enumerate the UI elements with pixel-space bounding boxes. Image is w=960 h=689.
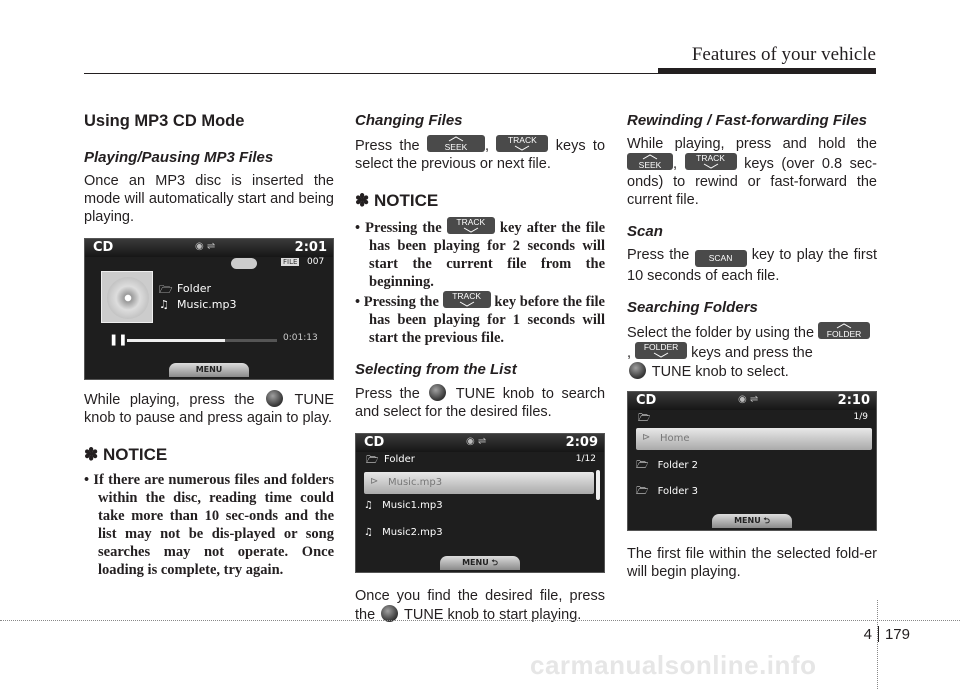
music-note-icon: ♫ [159, 298, 169, 311]
file-list-screen [355, 433, 605, 573]
scan-heading: Scan [627, 223, 663, 240]
final-text: The first file within the selected fold-er will begin playing. [627, 546, 877, 580]
watermark: carmanualsonline.info [530, 650, 817, 680]
pause-instruction: While playing, press the TUNE knob to pause and press again to play. [84, 392, 335, 426]
menu-button[interactable]: MENU ⮌ [440, 556, 520, 570]
screen-clock: 2:10 [837, 393, 870, 408]
rewind-ff-text: While playing, press and hold the SEEK , TRACK keys (over 0.8 sec-onds) to rewind or fast-forward the current file. [627, 136, 877, 208]
music-note-icon: ♫ [364, 527, 373, 538]
scan-text: Press the SCAN key to play the first 10 seconds of each file. [627, 247, 878, 284]
tune-knob-icon [266, 390, 283, 407]
list-item[interactable]: ⊳ Home [636, 428, 872, 450]
folder-icon: 🗁 [366, 455, 379, 466]
notice-heading: ✽ NOTICE [84, 445, 168, 464]
menu-button[interactable]: MENU [169, 363, 249, 377]
playing-pausing-heading: Playing/Pausing MP3 Files [84, 149, 274, 166]
list-item[interactable]: ⊳ Music.mp3 [364, 472, 594, 494]
play-icon: ⊳ [370, 476, 379, 487]
screen-clock: 2:01 [294, 240, 327, 255]
notice-list [355, 217, 605, 347]
list-item[interactable]: 🗁 Folder 2 [636, 460, 699, 471]
folder-icon: 🗁 [636, 460, 649, 471]
changing-files-heading: Changing Files [355, 112, 463, 129]
selecting-list-text: Press the TUNE knob to search and select for the desired files. [355, 386, 606, 420]
folder-icon: 🗁 [159, 283, 173, 296]
screen-mode-label: CD [364, 435, 385, 450]
track-key-icon: TRACK [447, 217, 495, 234]
searching-folders-heading: Searching Folders [627, 299, 758, 316]
notice-list [84, 471, 334, 579]
file-tag: FILE [283, 258, 298, 266]
scrollbar[interactable] [596, 470, 600, 500]
folder-down-key-icon: FOLDER [635, 342, 687, 359]
list-item[interactable]: ♫ Music2.mp3 [364, 527, 443, 538]
start-playing-text: Once you find the desired file, press the TUNE knob to start playing. [355, 588, 605, 623]
screen-clock: 2:09 [565, 435, 598, 450]
list-item: • Pressing the TRACK key after the file has been playing for 2 seconds will start the current file from the beginning. [355, 217, 606, 290]
track-key-icon: TRACK [443, 291, 491, 308]
page-number: 4 179 [863, 626, 910, 643]
header-rule-accent [658, 68, 876, 74]
changing-files-text: Press the SEEK , TRACK keys to select the previous or next file. [355, 135, 606, 172]
column-1 [84, 108, 334, 579]
mp3-badge-icon [231, 258, 257, 269]
list-item[interactable]: 🗁 Folder 3 [636, 486, 699, 497]
tune-knob-icon [429, 384, 446, 401]
cd-disc-icon [107, 277, 149, 319]
selecting-list-heading: Selecting from the List [355, 361, 517, 378]
folder-icon: 🗁 [638, 413, 651, 424]
seek-key-icon: SEEK [627, 153, 673, 170]
mp3-playing-screen [84, 238, 334, 380]
disc-usb-icon: ◉ ⇌ [466, 436, 487, 447]
track-key-icon: TRACK [496, 135, 548, 152]
seek-key-icon: SEEK [427, 135, 485, 152]
track-name: Music.mp3 [177, 298, 237, 311]
progress-bar [127, 339, 277, 342]
album-art [101, 271, 153, 323]
section-title: Using MP3 CD Mode [84, 112, 245, 130]
folder-name: Folder [384, 454, 415, 465]
searching-folders-text: Select the folder by using the FOLDER , FOLDER keys and press the TUNE knob to select. [627, 322, 877, 381]
play-icon: ⊳ [642, 432, 651, 443]
elapsed-time: 0:01:13 [283, 333, 318, 343]
header-title: Features of your vehicle [691, 44, 876, 65]
tune-knob-icon [629, 362, 646, 379]
scan-key-icon: SCAN [695, 250, 747, 267]
column-2 [355, 108, 605, 624]
file-number: 007 [307, 257, 325, 267]
crop-mark [877, 600, 878, 689]
screen-mode-label: CD [93, 240, 114, 255]
folder-name: Folder [177, 282, 211, 295]
list-item: • Pressing the TRACK key before the file has been playing for 1 seconds will start the previous file. [355, 291, 605, 346]
list-item[interactable]: ♫ Music1.mp3 [364, 500, 443, 511]
screen-mode-label: CD [636, 393, 657, 408]
pause-icon: ❚❚ [109, 333, 128, 346]
notice-heading: ✽ NOTICE [355, 191, 439, 210]
folder-icon: 🗁 [636, 486, 649, 497]
list-item: • If there are numerous files and folders within the disc, reading time could take more than 10 sec-onds and the list may not be dis-played or song searches may not operate. Once loading is complete, try again. [84, 472, 334, 578]
list-count: 1/9 [853, 412, 868, 422]
menu-button[interactable]: MENU ⮌ [712, 514, 792, 528]
folder-list-screen [627, 391, 877, 531]
list-count: 1/12 [575, 454, 596, 464]
footer-divider [0, 620, 960, 621]
track-key-icon: TRACK [685, 153, 737, 170]
music-note-icon: ♫ [364, 500, 373, 511]
column-3 [627, 108, 877, 581]
rewind-ff-heading: Rewinding / Fast-forwarding Files [627, 112, 868, 129]
folder-up-key-icon: FOLDER [818, 322, 870, 339]
disc-usb-icon: ◉ ⇌ [738, 394, 759, 405]
playing-pausing-text: Once an MP3 disc is inserted the mode will automatically start and being playing. [84, 173, 334, 225]
disc-usb-icon: ◉ ⇌ [195, 241, 216, 252]
